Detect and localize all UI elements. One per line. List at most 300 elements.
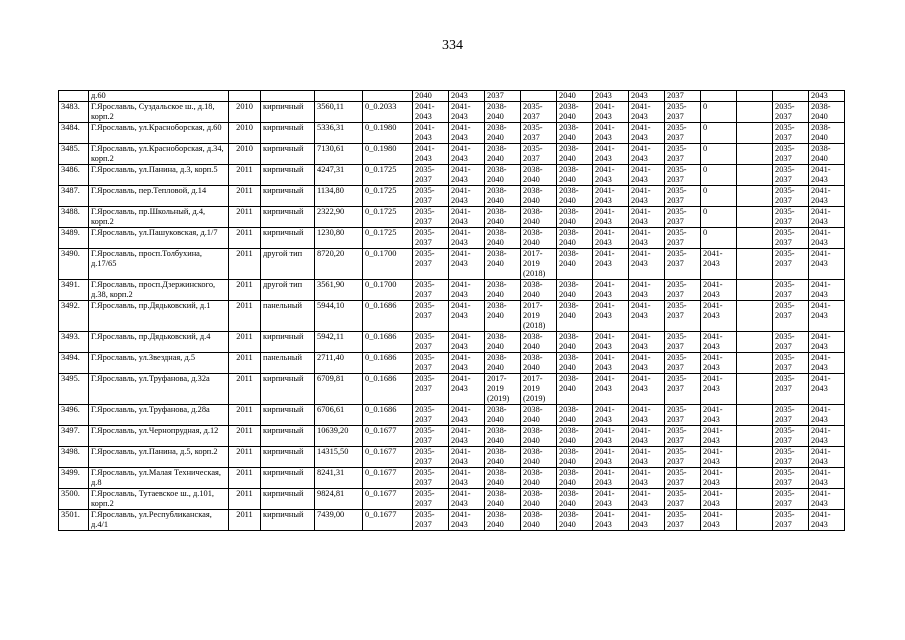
cell-period: 2038- 2040 xyxy=(485,426,521,447)
cell-period: 2041- 2043 xyxy=(809,165,845,186)
cell-period: 2038- 2040 xyxy=(485,280,521,301)
cell-period: 2041- 2043 xyxy=(701,280,737,301)
cell-period: 2041- 2043 xyxy=(629,510,665,531)
cell-period: 2041- 2043 xyxy=(593,353,629,374)
cell-period: 2017- 2019 (2019) xyxy=(521,374,557,405)
cell-period: 2038- 2040 xyxy=(485,510,521,531)
cell-period: 2035- 2037 xyxy=(773,165,809,186)
table-row xyxy=(59,510,845,531)
cell-period: 2035- 2037 xyxy=(773,374,809,405)
cell-num: 3496. xyxy=(59,405,89,426)
cell-rate: 0_0.1677 xyxy=(363,426,413,447)
cell-period: 2035- 2037 xyxy=(773,405,809,426)
cell-period xyxy=(737,228,773,249)
cell-num: 3501. xyxy=(59,510,89,531)
cell-period: 2041- 2043 xyxy=(449,405,485,426)
cell-year: 2011 xyxy=(229,510,261,531)
cell-period: 2041- 2043 xyxy=(593,102,629,123)
cell-material: кирпичный xyxy=(261,228,315,249)
cell-period: 2035- 2037 xyxy=(773,207,809,228)
cell-period: 2041- 2043 xyxy=(629,165,665,186)
cell-period: 2035- 2037 xyxy=(413,207,449,228)
cell-period xyxy=(737,144,773,165)
cell-address: Г.Ярославль, ул.Республиканская, д.4/1 xyxy=(89,510,229,531)
cell-year: 2011 xyxy=(229,207,261,228)
cell-period: 2041- 2043 xyxy=(629,426,665,447)
cell-period: 2041- 2043 xyxy=(449,102,485,123)
table-row xyxy=(59,102,845,123)
cell-num: 3497. xyxy=(59,426,89,447)
cell-period xyxy=(737,91,773,102)
cell-period: 2035- 2037 xyxy=(413,447,449,468)
cell-rate: 0_0.2033 xyxy=(363,102,413,123)
cell-period: 0 xyxy=(701,207,737,228)
cell-period: 2041- 2043 xyxy=(809,447,845,468)
cell-period: 2041- 2043 xyxy=(701,447,737,468)
cell-year: 2011 xyxy=(229,353,261,374)
cell-year xyxy=(229,91,261,102)
cell-year: 2011 xyxy=(229,426,261,447)
cell-period: 2041- 2043 xyxy=(593,426,629,447)
cell-period: 2041- 2043 xyxy=(449,510,485,531)
cell-area: 10639,20 xyxy=(315,426,363,447)
cell-period: 2043 xyxy=(629,91,665,102)
cell-address: Г.Ярославль, ул.Красноборская, д.34, корп.2 xyxy=(89,144,229,165)
cell-period: 2041- 2043 xyxy=(809,228,845,249)
cell-period: 2041- 2043 xyxy=(629,468,665,489)
cell-period: 2035- 2037 xyxy=(521,144,557,165)
cell-address: Г.Ярославль, ул.Панина, д.3, корп.5 xyxy=(89,165,229,186)
cell-rate: 0_0.1725 xyxy=(363,228,413,249)
cell-material: кирпичный xyxy=(261,144,315,165)
cell-rate: 0_0.1677 xyxy=(363,510,413,531)
cell-address: Г.Ярославль, пр.Школьный, д.4, корп.2 xyxy=(89,207,229,228)
cell-period: 2017- 2019 (2018) xyxy=(521,301,557,332)
cell-period: 2041- 2043 xyxy=(449,374,485,405)
cell-num: 3500. xyxy=(59,489,89,510)
cell-material: кирпичный xyxy=(261,489,315,510)
cell-period: 2041- 2043 xyxy=(449,468,485,489)
table-row xyxy=(59,447,845,468)
cell-period: 2038- 2040 xyxy=(521,353,557,374)
cell-period: 2040 xyxy=(557,91,593,102)
cell-address: Г.Ярославль, ул.Чернопрудная, д.12 xyxy=(89,426,229,447)
cell-period: 2035- 2037 xyxy=(773,228,809,249)
cell-period: 2041- 2043 xyxy=(809,249,845,280)
cell-num: 3485. xyxy=(59,144,89,165)
cell-address: Г.Ярославль, пр.Дядьковский, д.4 xyxy=(89,332,229,353)
cell-period: 2038- 2040 xyxy=(557,489,593,510)
cell-address: Г.Ярославль, ул.Красноборская, д.60 xyxy=(89,123,229,144)
cell-period: 2041- 2043 xyxy=(593,332,629,353)
cell-period: 2041- 2043 xyxy=(629,228,665,249)
cell-rate: 0_0.1677 xyxy=(363,489,413,510)
cell-period: 2035- 2037 xyxy=(665,165,701,186)
cell-period: 2035- 2037 xyxy=(413,249,449,280)
page-number: 334 xyxy=(442,38,463,53)
cell-num: 3492. xyxy=(59,301,89,332)
cell-period: 2041- 2043 xyxy=(449,332,485,353)
cell-period: 2035- 2037 xyxy=(665,301,701,332)
cell-period xyxy=(773,91,809,102)
cell-period: 2041- 2043 xyxy=(809,186,845,207)
cell-period xyxy=(737,405,773,426)
cell-period: 2041- 2043 xyxy=(413,102,449,123)
cell-period: 2041- 2043 xyxy=(593,405,629,426)
cell-period: 2041- 2043 xyxy=(701,426,737,447)
cell-period: 2035- 2037 xyxy=(773,468,809,489)
cell-period: 2041- 2043 xyxy=(701,510,737,531)
cell-material: панельный xyxy=(261,301,315,332)
cell-address: Г.Ярославль, ул.Труфанова, д.32а xyxy=(89,374,229,405)
cell-period: 2041- 2043 xyxy=(413,144,449,165)
cell-period: 2038- 2040 xyxy=(557,165,593,186)
cell-material: другой тип xyxy=(261,280,315,301)
cell-period: 2035- 2037 xyxy=(413,510,449,531)
cell-num: 3495. xyxy=(59,374,89,405)
cell-num: 3484. xyxy=(59,123,89,144)
cell-period: 2038- 2040 xyxy=(521,332,557,353)
cell-material: кирпичный xyxy=(261,426,315,447)
cell-period: 2035- 2037 xyxy=(413,374,449,405)
cell-period xyxy=(737,447,773,468)
cell-period: 2038- 2040 xyxy=(521,426,557,447)
cell-period: 2041- 2043 xyxy=(593,249,629,280)
cell-period: 2035- 2037 xyxy=(413,468,449,489)
cell-period: 2035- 2037 xyxy=(665,374,701,405)
cell-rate: 0_0.1980 xyxy=(363,144,413,165)
cell-num: 3488. xyxy=(59,207,89,228)
cell-period: 2035- 2037 xyxy=(665,468,701,489)
cell-period: 2035- 2037 xyxy=(665,186,701,207)
cell-period xyxy=(737,102,773,123)
cell-period xyxy=(737,165,773,186)
cell-period: 2041- 2043 xyxy=(809,468,845,489)
cell-address: Г.Ярославль, Суздальское ш., д.18, корп.2 xyxy=(89,102,229,123)
cell-period xyxy=(737,374,773,405)
cell-period: 2040 xyxy=(413,91,449,102)
cell-period: 2038- 2040 xyxy=(557,123,593,144)
table-row xyxy=(59,144,845,165)
cell-period: 2038- 2040 xyxy=(521,186,557,207)
cell-period: 2041- 2043 xyxy=(701,405,737,426)
cell-period: 2035- 2037 xyxy=(665,426,701,447)
cell-period: 2035- 2037 xyxy=(773,426,809,447)
cell-area: 3560,11 xyxy=(315,102,363,123)
cell-period: 2038- 2040 xyxy=(557,280,593,301)
cell-rate: 0_0.1677 xyxy=(363,447,413,468)
cell-year: 2011 xyxy=(229,489,261,510)
table-row xyxy=(59,332,845,353)
cell-period: 2037 xyxy=(665,91,701,102)
cell-period: 2035- 2037 xyxy=(665,353,701,374)
cell-rate: 0_0.1725 xyxy=(363,207,413,228)
cell-period: 2041- 2043 xyxy=(593,123,629,144)
cell-period: 2041- 2043 xyxy=(449,280,485,301)
cell-period: 2041- 2043 xyxy=(809,426,845,447)
cell-period: 2041- 2043 xyxy=(593,165,629,186)
cell-period: 2041- 2043 xyxy=(449,144,485,165)
cell-period: 2035- 2037 xyxy=(773,249,809,280)
cell-period: 2041- 2043 xyxy=(809,207,845,228)
cell-period: 2035- 2037 xyxy=(665,144,701,165)
cell-period: 2041- 2043 xyxy=(629,144,665,165)
cell-period: 2038- 2040 xyxy=(485,228,521,249)
cell-period: 2041- 2043 xyxy=(701,468,737,489)
cell-num: 3487. xyxy=(59,186,89,207)
cell-rate: 0_0.1686 xyxy=(363,332,413,353)
cell-area xyxy=(315,91,363,102)
cell-period: 2041- 2043 xyxy=(701,374,737,405)
cell-period xyxy=(737,353,773,374)
cell-rate xyxy=(363,91,413,102)
cell-material: кирпичный xyxy=(261,332,315,353)
cell-area: 8720,20 xyxy=(315,249,363,280)
cell-period: 2035- 2037 xyxy=(413,426,449,447)
cell-rate: 0_0.1725 xyxy=(363,165,413,186)
cell-period: 2041- 2043 xyxy=(449,165,485,186)
cell-period: 0 xyxy=(701,123,737,144)
cell-year: 2011 xyxy=(229,186,261,207)
table-row xyxy=(59,280,845,301)
cell-area: 4247,31 xyxy=(315,165,363,186)
cell-period: 2038- 2040 xyxy=(557,144,593,165)
table-row xyxy=(59,249,845,280)
cell-period: 2035- 2037 xyxy=(665,510,701,531)
cell-year: 2011 xyxy=(229,374,261,405)
cell-period: 2041- 2043 xyxy=(449,207,485,228)
cell-num xyxy=(59,91,89,102)
cell-period: 2041- 2043 xyxy=(593,207,629,228)
cell-period: 2038- 2040 xyxy=(521,207,557,228)
cell-period: 2035- 2037 xyxy=(773,510,809,531)
cell-address: Г.Ярославль, ул.Малая Техническая, д.8 xyxy=(89,468,229,489)
cell-period: 2035- 2037 xyxy=(413,280,449,301)
cell-num: 3498. xyxy=(59,447,89,468)
cell-period: 2041- 2043 xyxy=(629,447,665,468)
cell-period: 2017- 2019 (2019) xyxy=(485,374,521,405)
cell-period xyxy=(737,186,773,207)
cell-area: 1134,80 xyxy=(315,186,363,207)
cell-material: кирпичный xyxy=(261,468,315,489)
cell-area: 5944,10 xyxy=(315,301,363,332)
table-row xyxy=(59,301,845,332)
cell-period xyxy=(737,510,773,531)
cell-period: 2041- 2043 xyxy=(593,186,629,207)
cell-period: 2038- 2040 xyxy=(485,186,521,207)
cell-period: 2041- 2043 xyxy=(449,123,485,144)
cell-period: 2041- 2043 xyxy=(449,228,485,249)
cell-period: 0 xyxy=(701,102,737,123)
cell-rate: 0_0.1686 xyxy=(363,301,413,332)
cell-rate: 0_0.1700 xyxy=(363,249,413,280)
cell-period: 2038- 2040 xyxy=(557,301,593,332)
cell-period: 2038- 2040 xyxy=(557,332,593,353)
cell-period: 2035- 2037 xyxy=(413,186,449,207)
cell-period: 2035- 2037 xyxy=(413,165,449,186)
cell-period: 2038- 2040 xyxy=(557,228,593,249)
cell-period: 2038- 2040 xyxy=(521,468,557,489)
cell-period: 2035- 2037 xyxy=(665,332,701,353)
cell-num: 3494. xyxy=(59,353,89,374)
cell-period: 2038- 2040 xyxy=(557,249,593,280)
cell-period: 0 xyxy=(701,228,737,249)
cell-period: 2038- 2040 xyxy=(557,426,593,447)
housing-register-table xyxy=(58,90,845,531)
cell-period: 2038- 2040 xyxy=(557,447,593,468)
table-row xyxy=(59,468,845,489)
cell-period: 2041- 2043 xyxy=(701,353,737,374)
cell-material: кирпичный xyxy=(261,207,315,228)
table-row-continuation xyxy=(59,91,845,102)
cell-period: 2035- 2037 xyxy=(773,301,809,332)
cell-material xyxy=(261,91,315,102)
cell-period: 2035- 2037 xyxy=(665,489,701,510)
cell-period: 2035- 2037 xyxy=(413,353,449,374)
cell-period: 2038- 2040 xyxy=(485,207,521,228)
cell-period: 2041- 2043 xyxy=(629,207,665,228)
table-row xyxy=(59,186,845,207)
cell-period: 2035- 2037 xyxy=(665,102,701,123)
cell-period: 2038- 2040 xyxy=(485,405,521,426)
cell-address: Г.Ярославль, просп.Дзержинского, д.38, корп.2 xyxy=(89,280,229,301)
cell-period: 2041- 2043 xyxy=(449,426,485,447)
cell-rate: 0_0.1686 xyxy=(363,353,413,374)
cell-period: 2038- 2040 xyxy=(485,123,521,144)
cell-period: 0 xyxy=(701,165,737,186)
cell-period xyxy=(737,489,773,510)
cell-period: 2041- 2043 xyxy=(593,280,629,301)
cell-period: 2035- 2037 xyxy=(773,144,809,165)
cell-period: 2041- 2043 xyxy=(629,249,665,280)
cell-period: 2038- 2040 xyxy=(521,228,557,249)
cell-area: 3561,90 xyxy=(315,280,363,301)
cell-period: 2041- 2043 xyxy=(629,405,665,426)
cell-period: 2038- 2040 xyxy=(809,123,845,144)
cell-address: Г.Ярославль, ул.Звездная, д.5 xyxy=(89,353,229,374)
cell-period: 2043 xyxy=(809,91,845,102)
cell-period: 2035- 2037 xyxy=(413,301,449,332)
cell-period: 2041- 2043 xyxy=(809,489,845,510)
cell-period: 2041- 2043 xyxy=(809,374,845,405)
cell-period xyxy=(737,468,773,489)
cell-period xyxy=(521,91,557,102)
cell-period: 2035- 2037 xyxy=(521,123,557,144)
cell-period: 2041- 2043 xyxy=(701,332,737,353)
cell-period: 2041- 2043 xyxy=(809,405,845,426)
cell-material: другой тип xyxy=(261,249,315,280)
cell-num: 3489. xyxy=(59,228,89,249)
cell-area: 2322,90 xyxy=(315,207,363,228)
cell-year: 2011 xyxy=(229,332,261,353)
table-row xyxy=(59,165,845,186)
cell-period: 2038- 2040 xyxy=(485,249,521,280)
cell-rate: 0_0.1686 xyxy=(363,405,413,426)
cell-area: 2711,40 xyxy=(315,353,363,374)
cell-period: 2035- 2037 xyxy=(773,447,809,468)
cell-period: 2035- 2037 xyxy=(413,405,449,426)
cell-period: 2035- 2037 xyxy=(773,332,809,353)
cell-period: 2035- 2037 xyxy=(773,280,809,301)
cell-material: кирпичный xyxy=(261,510,315,531)
cell-period: 2038- 2040 xyxy=(557,510,593,531)
cell-material: кирпичный xyxy=(261,374,315,405)
cell-period: 2041- 2043 xyxy=(629,374,665,405)
cell-num: 3486. xyxy=(59,165,89,186)
cell-period: 2035- 2037 xyxy=(665,249,701,280)
cell-address: Г.Ярославль, ул.Труфанова, д.28а xyxy=(89,405,229,426)
cell-year: 2011 xyxy=(229,447,261,468)
cell-period: 2041- 2043 xyxy=(449,447,485,468)
cell-period: 2038- 2040 xyxy=(485,447,521,468)
table-row xyxy=(59,123,845,144)
cell-period: 2043 xyxy=(593,91,629,102)
cell-period: 2041- 2043 xyxy=(449,301,485,332)
cell-period: 2038- 2040 xyxy=(521,165,557,186)
cell-period: 2041- 2043 xyxy=(809,301,845,332)
cell-period: 2038- 2040 xyxy=(521,510,557,531)
cell-period: 2035- 2037 xyxy=(665,280,701,301)
cell-area: 6709,81 xyxy=(315,374,363,405)
cell-period xyxy=(737,332,773,353)
cell-period: 0 xyxy=(701,186,737,207)
table-row xyxy=(59,489,845,510)
cell-period xyxy=(737,426,773,447)
cell-period: 2038- 2040 xyxy=(485,102,521,123)
cell-period: 2035- 2037 xyxy=(413,332,449,353)
cell-period xyxy=(737,207,773,228)
cell-period: 2041- 2043 xyxy=(593,489,629,510)
cell-area: 14315,50 xyxy=(315,447,363,468)
cell-period: 2035- 2037 xyxy=(773,353,809,374)
cell-year: 2011 xyxy=(229,280,261,301)
cell-area: 7439,00 xyxy=(315,510,363,531)
cell-year: 2011 xyxy=(229,468,261,489)
cell-period: 2041- 2043 xyxy=(593,144,629,165)
cell-period: 2041- 2043 xyxy=(629,353,665,374)
cell-area: 8241,31 xyxy=(315,468,363,489)
cell-num: 3491. xyxy=(59,280,89,301)
cell-period: 2038- 2040 xyxy=(521,447,557,468)
cell-period: 2035- 2037 xyxy=(521,102,557,123)
cell-period: 2043 xyxy=(449,91,485,102)
cell-period: 2041- 2043 xyxy=(629,332,665,353)
cell-num: 3483. xyxy=(59,102,89,123)
cell-material: панельный xyxy=(261,353,315,374)
cell-period: 2038- 2040 xyxy=(521,489,557,510)
cell-period: 2038- 2040 xyxy=(485,165,521,186)
cell-year: 2010 xyxy=(229,102,261,123)
cell-area: 5942,11 xyxy=(315,332,363,353)
cell-period: 2041- 2043 xyxy=(629,186,665,207)
cell-period: 0 xyxy=(701,144,737,165)
cell-period: 2041- 2043 xyxy=(809,280,845,301)
cell-area: 7130,61 xyxy=(315,144,363,165)
cell-period: 2035- 2037 xyxy=(773,123,809,144)
cell-period: 2035- 2037 xyxy=(773,102,809,123)
cell-period: 2041- 2043 xyxy=(701,249,737,280)
table-row xyxy=(59,207,845,228)
cell-period: 2017- 2019 (2018) xyxy=(521,249,557,280)
cell-period: 2041- 2043 xyxy=(593,468,629,489)
cell-material: кирпичный xyxy=(261,447,315,468)
cell-year: 2011 xyxy=(229,228,261,249)
cell-year: 2010 xyxy=(229,123,261,144)
cell-period: 2041- 2043 xyxy=(593,447,629,468)
cell-period: 2038- 2040 xyxy=(521,280,557,301)
cell-address: Г.Ярославль, Тутаевское ш., д.101, корп.2 xyxy=(89,489,229,510)
cell-period: 2038- 2040 xyxy=(557,468,593,489)
